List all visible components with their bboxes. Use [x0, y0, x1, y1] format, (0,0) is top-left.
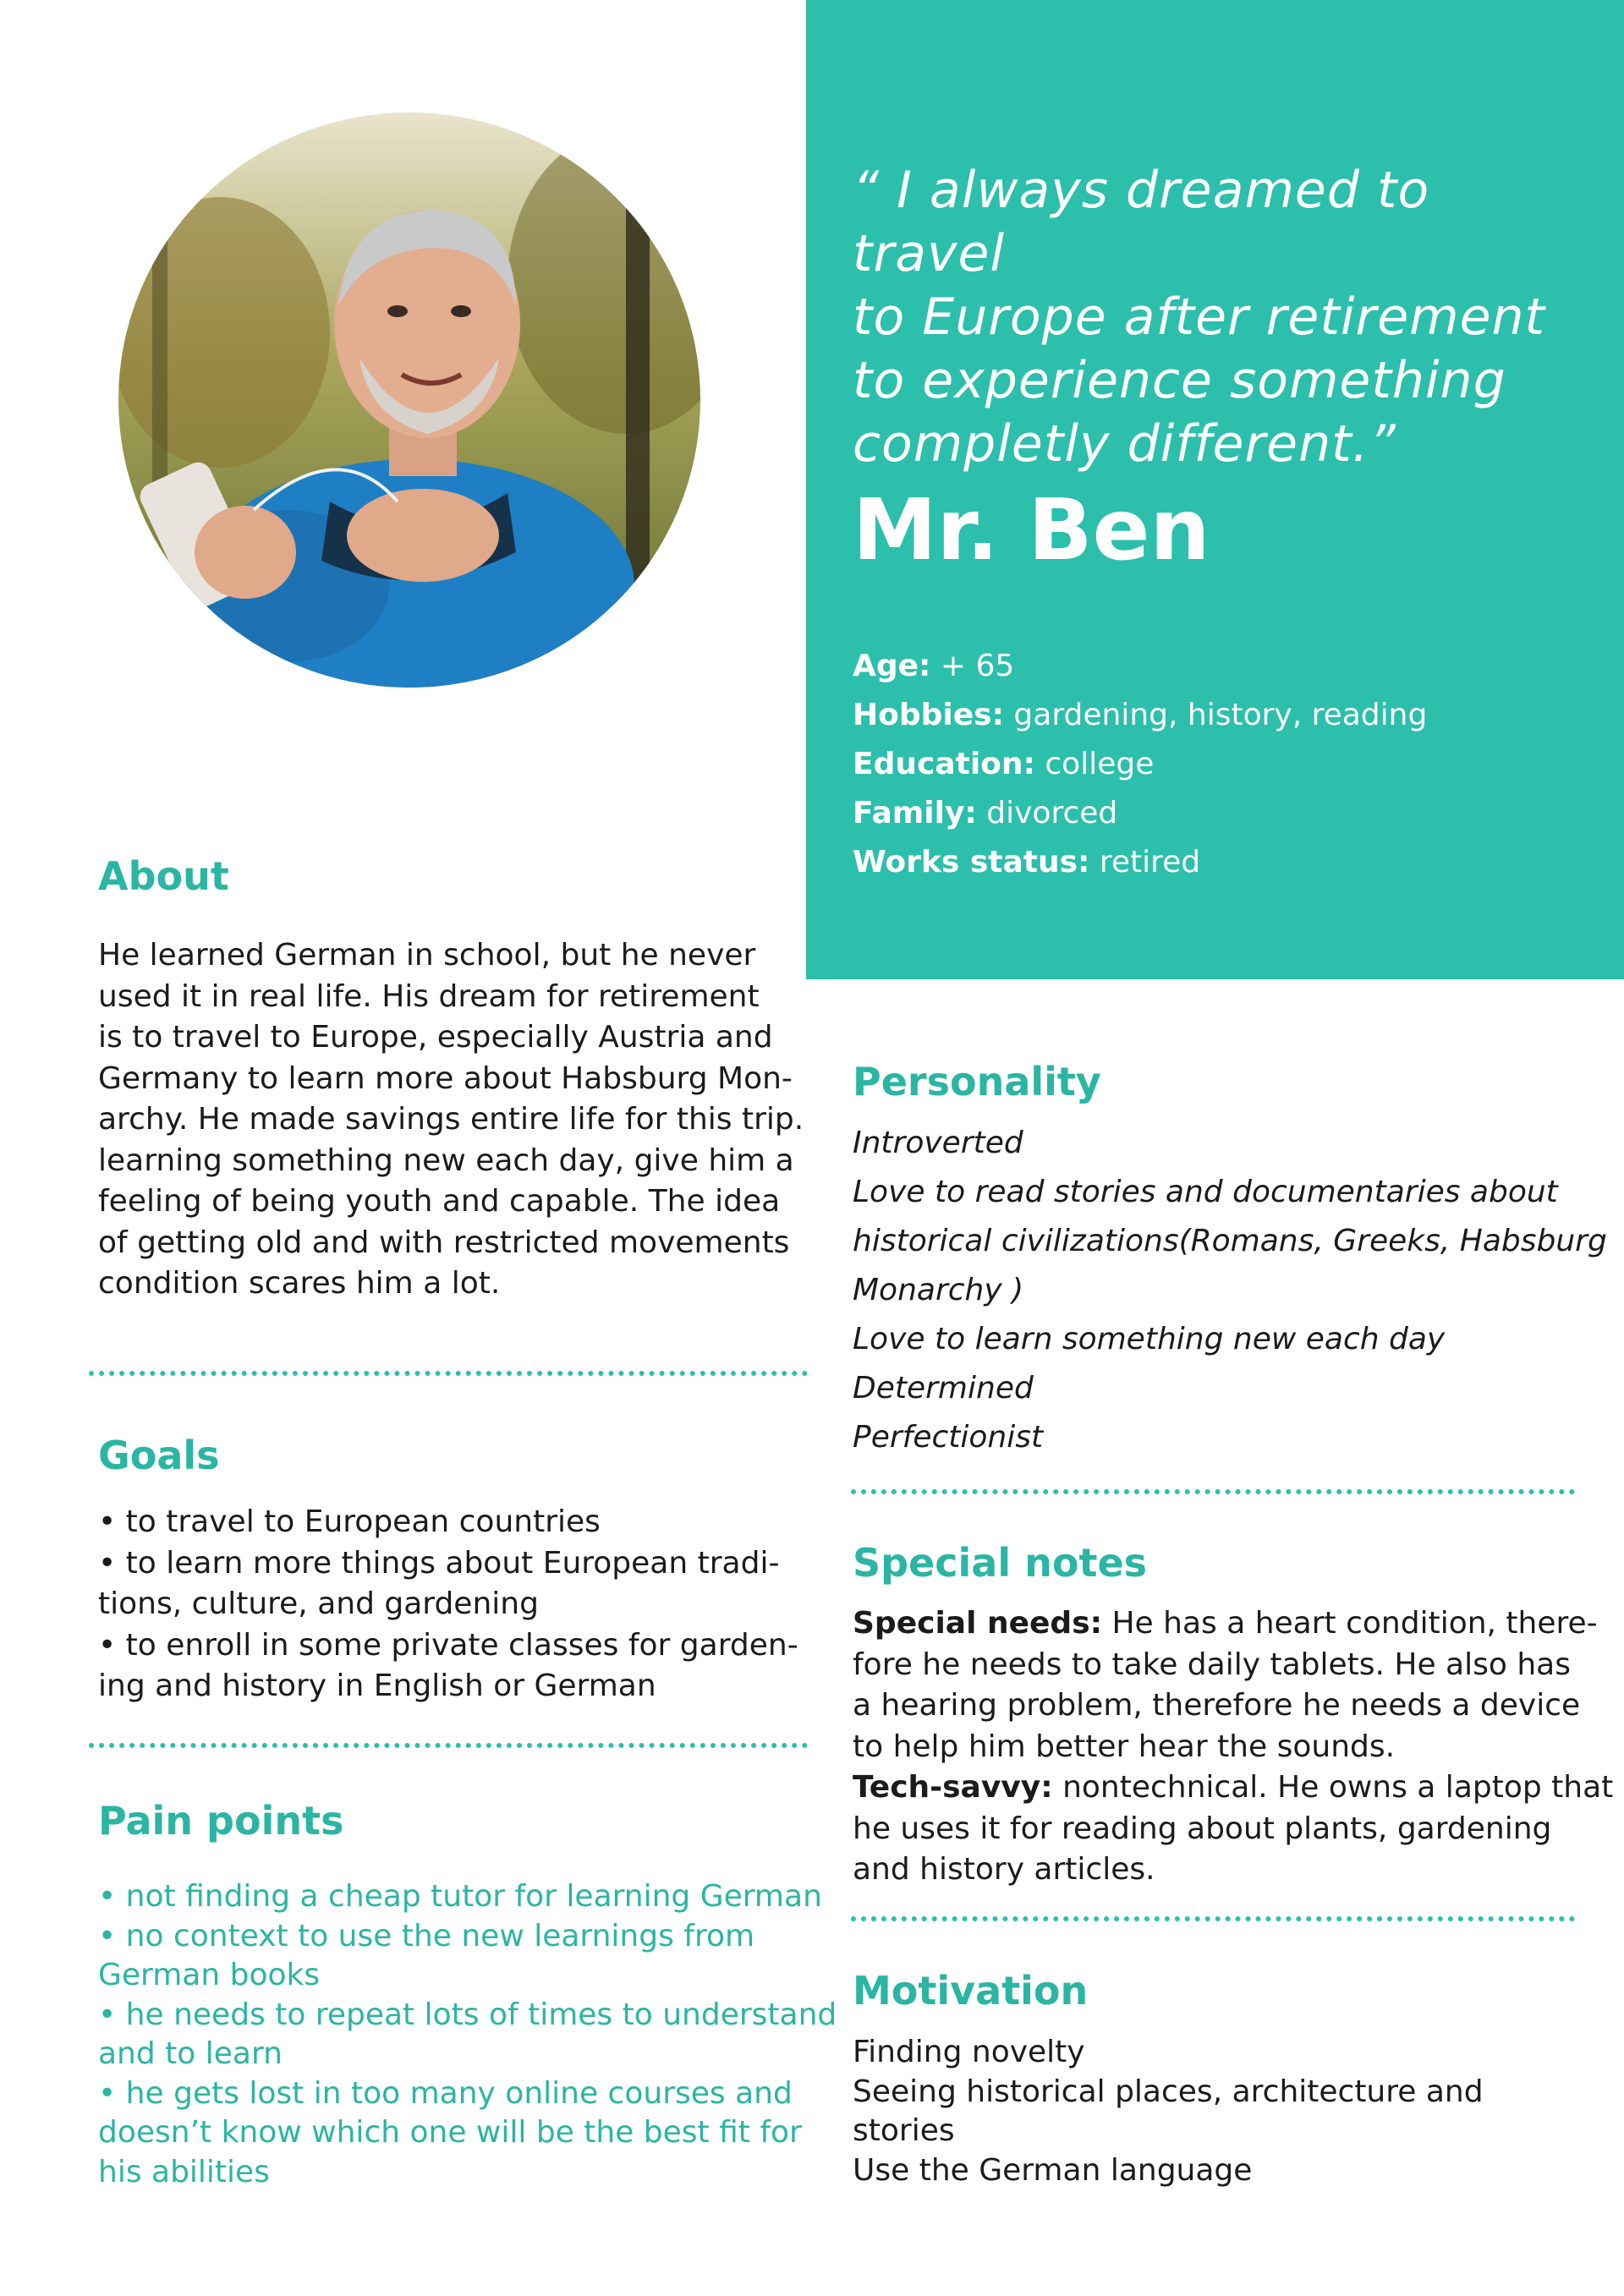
list-item: ing and history in English or German [98, 1669, 656, 1703]
divider [851, 1916, 1575, 1921]
tech-savvy-label: Tech-savvy: [853, 1770, 1053, 1805]
divider [851, 1489, 1575, 1494]
persona-facts [853, 642, 1597, 887]
about-title: About [98, 853, 229, 899]
fact-work-status: Works status: retired [853, 845, 1201, 879]
motivation-title: Motivation [853, 1968, 1089, 2014]
special-notes-title: Special notes [853, 1540, 1148, 1586]
personality-title: Personality [853, 1059, 1101, 1104]
list-item: his abilities [98, 2154, 270, 2189]
pain-points-title: Pain points [98, 1798, 344, 1844]
quote-line: to experience something [853, 351, 1506, 410]
divider [89, 1743, 808, 1748]
list-item: • not finding a cheap tutor for learning German [98, 1879, 822, 1914]
goals-list [98, 1502, 798, 1707]
divider [89, 1371, 808, 1376]
special-needs-label: Special needs: [853, 1606, 1103, 1641]
quote-line: to Europe after retirement [853, 288, 1546, 347]
list-item: • to travel to European countries [98, 1504, 601, 1539]
goals-title: Goals [98, 1433, 220, 1478]
list-item: Introverted [853, 1126, 1023, 1160]
fact-education: Education: college [853, 747, 1155, 781]
list-item: Use the German language [853, 2152, 1253, 2188]
portrait-illustration [118, 112, 700, 688]
motivation-list [853, 2033, 1484, 2190]
list-item: Perfectionist [853, 1420, 1044, 1455]
list-item: • to enroll in some private classes for garden- [98, 1627, 798, 1663]
about-text: He learned German in school, but he never used it in real life. His dream for retirement is to travel to Europe, especially Austria and Germany to learn more about Habsburg Mon- archy. He made savings entire life for this trip. learning something new each day, give him a feeling of being youth and capable. The idea of getting old and with restricted movements condition scares him a lot. [98, 938, 804, 1301]
list-item: Monarchy ) [853, 1273, 1024, 1307]
list-item: historical civilizations(Romans, Greeks, Habsburg [853, 1224, 1607, 1258]
personality-list [853, 1119, 1607, 1462]
list-item: stories [853, 2113, 955, 2148]
fact-hobbies: Hobbies: gardening, history, reading [853, 698, 1428, 732]
persona-photo [118, 112, 700, 688]
list-item: and to learn [98, 2036, 283, 2071]
list-item: Determined [853, 1371, 1034, 1406]
fact-age: Age: + 65 [853, 649, 1015, 683]
list-item: tions, culture, and gardening [98, 1586, 539, 1621]
list-item: • he needs to repeat lots of times to understand [98, 1997, 837, 2032]
quote-line: completly different.” [853, 414, 1396, 474]
list-item: doesn’t know which one will be the best fit for [98, 2115, 802, 2150]
list-item: German books [98, 1958, 321, 1992]
list-item: Love to read stories and documentaries about [853, 1175, 1558, 1209]
list-item: • he gets lost in too many online courses and [98, 2075, 793, 2111]
quote-line: “ I always dreamed to travel [853, 161, 1430, 283]
list-item: • to learn more things about European tradi- [98, 1545, 780, 1581]
fact-family: Family: divorced [853, 796, 1118, 830]
persona-name: Mr. Ben [853, 480, 1210, 579]
list-item: Seeing historical places, architecture and [853, 2074, 1484, 2109]
list-item: Finding novelty [853, 2035, 1085, 2069]
pain-points-list [98, 1877, 837, 2192]
persona-quote [853, 159, 1597, 476]
special-notes-text: Special needs: He has a heart condition, there- fore he needs to take daily tablets. He also has a hearing problem, therefore he needs a device to help him better hear the sounds. Tech-savvy: nontechnical. He owns a laptop that he uses it for reading about plants, gardening and history articles. [853, 1606, 1614, 1887]
list-item: Love to learn something new each day [853, 1322, 1446, 1356]
list-item: • no context to use the new learnings from [98, 1918, 755, 1954]
